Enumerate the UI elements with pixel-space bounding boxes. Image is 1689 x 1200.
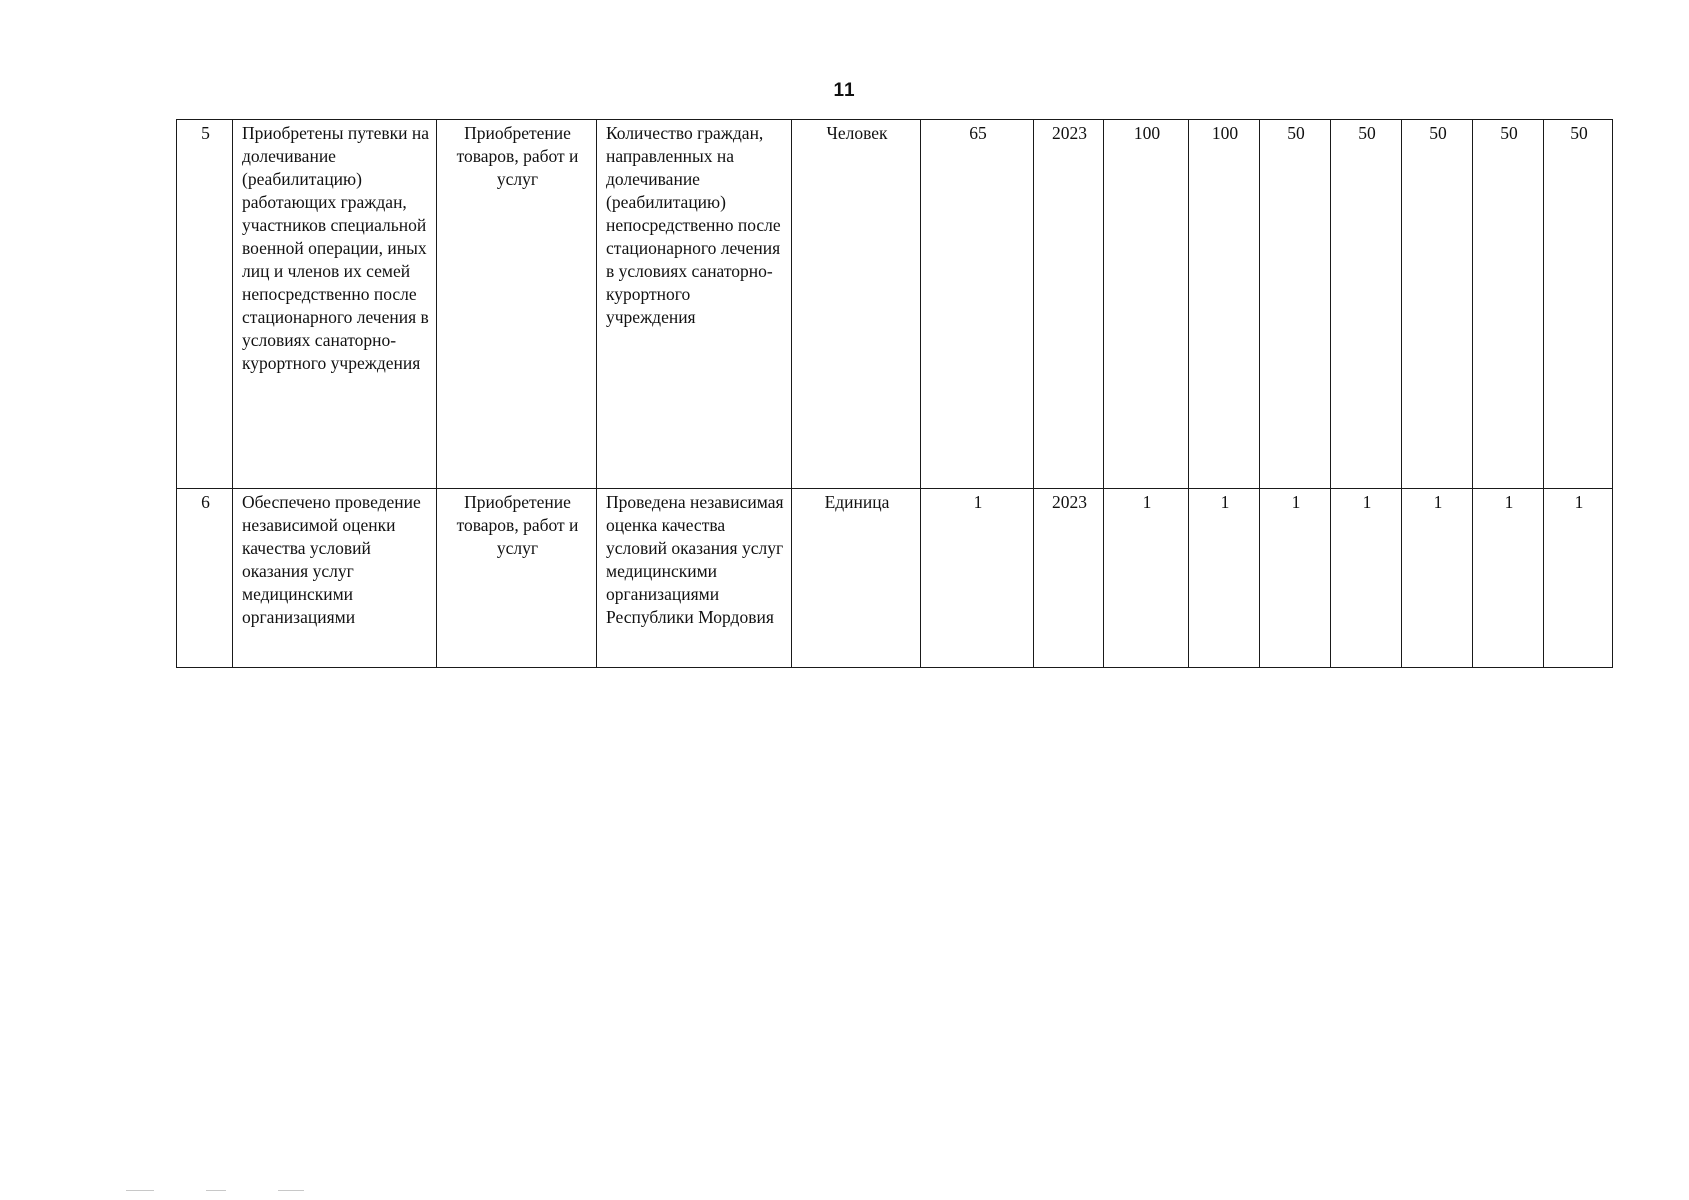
scan-artifact [278,1190,304,1191]
cell-base-value: 65 [921,120,1034,489]
cell-value: 1 [1331,489,1402,668]
cell-unit: Человек [792,120,921,489]
cell-type: Приобретение товаров, работ и услуг [437,120,597,489]
cell-value: 50 [1260,120,1331,489]
cell-row-number: 6 [177,489,233,668]
cell-value: 100 [1189,120,1260,489]
cell-row-number: 5 [177,120,233,489]
page-number: 11 [833,80,856,101]
cell-value: 1 [1104,489,1189,668]
cell-result-name: Обеспечено проведение независимой оценки качества условий оказания услуг медицинскими организациями [233,489,437,668]
cell-base-year: 2023 [1034,120,1104,489]
results-table [176,119,1613,668]
cell-value: 1 [1473,489,1544,668]
cell-base-value: 1 [921,489,1034,668]
table-row [177,489,1613,668]
cell-value: 50 [1402,120,1473,489]
cell-base-year: 2023 [1034,489,1104,668]
cell-type: Приобретение товаров, работ и услуг [437,489,597,668]
scan-artifact [126,1190,154,1191]
cell-value: 1 [1189,489,1260,668]
cell-value: 1 [1260,489,1331,668]
cell-value: 1 [1402,489,1473,668]
cell-value: 50 [1544,120,1613,489]
cell-result-name: Приобретены путевки на долечивание (реабилитацию) работающих граждан, участников специальной военной операции, иных лиц и членов их семей непосредственно после стационарного лечения в условиях санаторно-курортного учреждения [233,120,437,489]
cell-unit: Единица [792,489,921,668]
cell-indicator: Количество граждан, направленных на долечивание (реабилитацию) непосредственно после стационарного лечения в условиях санаторно-курортного учреждения [597,120,792,489]
cell-value: 100 [1104,120,1189,489]
cell-indicator: Проведена независимая оценка качества условий оказания услуг медицинскими организациями Республики Мордовия [597,489,792,668]
cell-value: 1 [1544,489,1613,668]
cell-value: 50 [1473,120,1544,489]
cell-value: 50 [1331,120,1402,489]
scan-artifact [206,1190,226,1191]
table-row [177,120,1613,489]
